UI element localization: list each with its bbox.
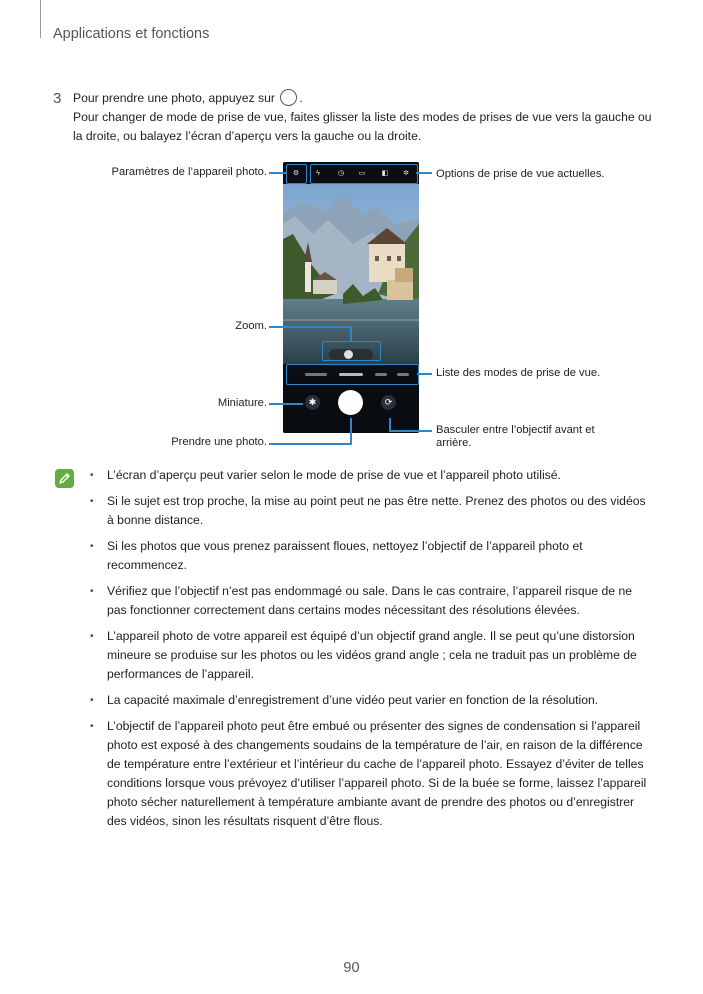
note-item: • La capacité maximale d’enregistrement d’une vidéo peut varier en fonction de la résolution.: [90, 691, 650, 710]
shutter-leader-h: [269, 443, 352, 445]
step-instruction: [53, 89, 653, 146]
zoom-leader-v: [350, 326, 352, 341]
header-divider: [40, 0, 41, 38]
step-text: [73, 89, 653, 146]
aspect-ratio-icon[interactable]: ▭: [358, 170, 366, 177]
step-number: 3: [53, 90, 62, 107]
flash-icon[interactable]: ϟ: [316, 170, 320, 177]
options-highlight: [310, 164, 418, 184]
section-title: Applications et fonctions: [53, 26, 210, 42]
motion-photo-icon[interactable]: ◧: [381, 170, 389, 177]
step-text-part2: .: [299, 91, 303, 105]
modes-callout: Liste des modes de prise de vue.: [436, 367, 601, 379]
page-number: 90: [343, 960, 360, 976]
thumbnail-leader: [269, 403, 303, 405]
gear-icon[interactable]: ⚙: [292, 170, 300, 177]
note-item: • L’objectif de l’appareil photo peut être embué ou présenter des signes de condensation si l’appareil photo est exposé à des changements soudains de la température de l’air, en raison de la différence de température entre l’extérieur et l’intérieur du cache de l’appareil photo. Essayez d’éviter de telles conditions lorsque vous prévoyez d’utiliser l’appareil photo. Si de la buée se forme, laissez l’appareil photo sécher naturellement à température ambiante avant de prendre des photos ou d’enregistrer des vidéos, sinon les résultats risquent d’être flous.: [90, 717, 650, 831]
settings-callout: Paramètres de l’appareil photo.: [111, 166, 267, 178]
settings-leader: [269, 172, 286, 174]
thumbnail-callout: Miniature.: [217, 397, 267, 409]
timer-icon[interactable]: ◷: [337, 170, 345, 177]
switch-callout-line2: arrière.: [436, 437, 472, 449]
switch-camera-icon[interactable]: ⟳: [381, 395, 396, 410]
take-photo-callout: Prendre une photo.: [171, 436, 267, 448]
modes-highlight: [286, 364, 419, 385]
shutter-inline-icon: [280, 89, 297, 106]
note-item: • Vérifiez que l’objectif n’est pas endommagé ou sale. Dans le cas contraire, l’appareil risque de ne pas fonctionner correctement dans certains modes nécessitant des résolutions élevées.: [90, 582, 650, 620]
note-item: • Si les photos que vous prenez paraissent floues, nettoyez l’objectif de l’appareil photo et recommencez.: [90, 537, 650, 575]
modes-leader: [417, 373, 432, 375]
shutter-button[interactable]: [338, 390, 363, 415]
note-item: • L’appareil photo de votre appareil est équipé d’un objectif grand angle. Il se peut qu’une distorsion mineure se produise sur les photos ou les vidéos grand angle ; cela ne traduit pas un problème de performances de l’appareil.: [90, 627, 650, 684]
zoom-callout: Zoom.: [235, 320, 267, 332]
options-callout: Options de prise de vue actuelles.: [436, 168, 605, 180]
thumbnail-icon[interactable]: ✱: [305, 395, 320, 410]
note-item: • Si le sujet est trop proche, la mise au point peut ne pas être nette. Prenez des photos ou des vidéos à bonne distance.: [90, 492, 650, 530]
zoom-leader-h: [269, 326, 351, 328]
filter-icon[interactable]: ✲: [403, 170, 409, 177]
camera-screen: [283, 162, 419, 433]
zoom-highlight: [322, 341, 381, 361]
step-text-line2: Pour changer de mode de prise de vue, faites glisser la liste des modes de prises de vue vers la gauche ou la droite, ou balayez l’écran d’aperçu vers la gauche ou la droite.: [73, 110, 652, 143]
shutter-leader-v: [350, 418, 352, 444]
step-text-part1: Pour prendre une photo, appuyez sur: [73, 91, 275, 105]
switch-callout-line1: Basculer entre l’objectif avant et: [436, 424, 595, 436]
settings-highlight: [286, 164, 307, 184]
notes-list: [90, 466, 650, 838]
options-leader: [416, 172, 432, 174]
note-item: • L’écran d’aperçu peut varier selon le mode de prise de vue et l’appareil photo utilisé.: [90, 466, 650, 485]
switch-leader-h: [389, 430, 432, 432]
note-pencil-icon: [55, 469, 74, 488]
